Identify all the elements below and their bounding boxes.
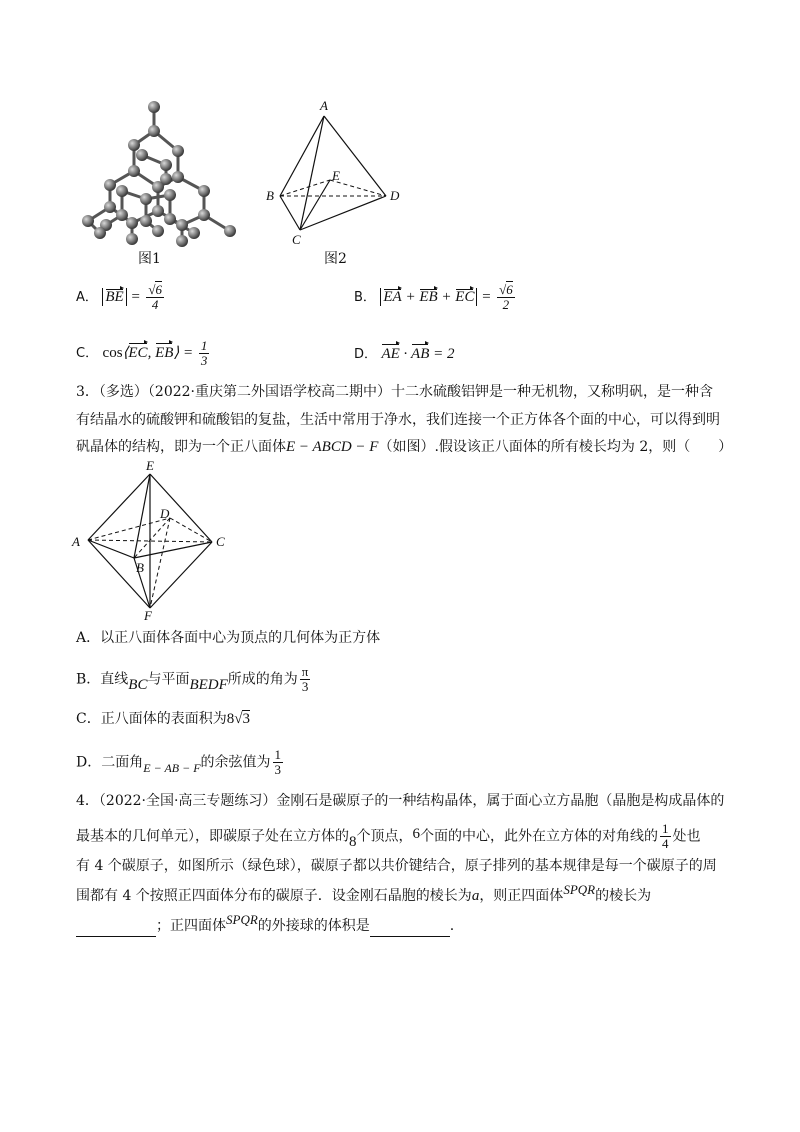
point-e-label: E (332, 168, 340, 183)
q4-line-2: 最基本的几何单元），即碳原子处在立方体的8个顶点，6个面的中心，此外在立方体的对角线的 $\frac{1}{4}$ 处也 (76, 821, 701, 851)
q4-line-5: ；正四面体SPQR的外接球的体积是 . (76, 915, 454, 937)
figure-1-lattice (70, 95, 250, 255)
octa-a-label: A (72, 534, 80, 549)
q2-option-d: D． AE · AB = 2 (354, 343, 455, 366)
octa-c-label: C (216, 534, 225, 549)
q4-line-3: 有 4 个碳原子，如图所示（绿色球），碳原子都以共价键结合，原子排列的基本规律是每一个碳原子的周 (76, 858, 717, 874)
q4-line-1: 4．（2022·全国·高三专题练习）金刚石是碳原子的一种结构晶体，属于面心立方晶胞（晶胞是构成晶体的 (76, 793, 725, 809)
vector-be: BE (105, 288, 124, 305)
figure-octahedron (66, 460, 236, 620)
octa-b-label: B (136, 560, 144, 575)
octa-d-label: D (160, 506, 170, 521)
q2-option-a: A． BE = √ $\frac{6}{4}$ (76, 283, 166, 312)
q3-line-1: 3．（多选）（2022·重庆第二外国语学校高二期中）十二水硫酸铝钾是一种无机物，又称明矾，是一种含 (76, 384, 713, 400)
q3-option-b: B．直线BC与平面BEDF所成的角为 $\frac{\pi}{3}$ (76, 664, 309, 694)
answer-blank-2[interactable] (370, 922, 450, 937)
point-d-label: D (390, 188, 400, 203)
figure-2-caption: 图2 (324, 251, 347, 267)
octa-f-label: F (144, 608, 152, 620)
point-c-label: C (292, 232, 301, 247)
q2-option-c: C． cos⟨EC, EB⟩ = $\frac{1}{3}$ (76, 338, 208, 368)
figure-2-tetrahedron (262, 98, 412, 248)
point-a-label: A (320, 98, 328, 113)
q3-option-d: D．二面角E − AB − F的余弦值为 $\frac{1}{3}$ (76, 747, 282, 777)
q4-line-4: 围都有 4 个按照正四面体分布的碳原子．设金刚石晶胞的棱长为a，则正四面体SPQR的棱长为 (76, 882, 652, 904)
figure-1-caption: 图1 (138, 251, 161, 267)
q3-line-3: 矾晶体的结构，即为一个正八面体E − ABCD − F（如图）.假设该正八面体的所有棱长均为 2，则（ ） (76, 439, 733, 455)
q3-line-2: 有结晶水的硫酸钾和硫酸铝的复盐，生活中常用于净水，我们连接一个正方体各个面的中心，可以得到明 (76, 412, 720, 428)
octa-e-label: E (146, 460, 154, 473)
answer-blank-1[interactable] (76, 922, 156, 937)
q2-option-b: B． EA + EB + EC = √ $\frac{6}{2}$ (354, 283, 517, 312)
point-b-label: B (266, 188, 274, 203)
q3-option-a: A．以正八面体各面中心为顶点的几何体为正方体 (76, 630, 381, 646)
q3-option-c: C．正八面体的表面积为8√ 3 (76, 708, 250, 730)
